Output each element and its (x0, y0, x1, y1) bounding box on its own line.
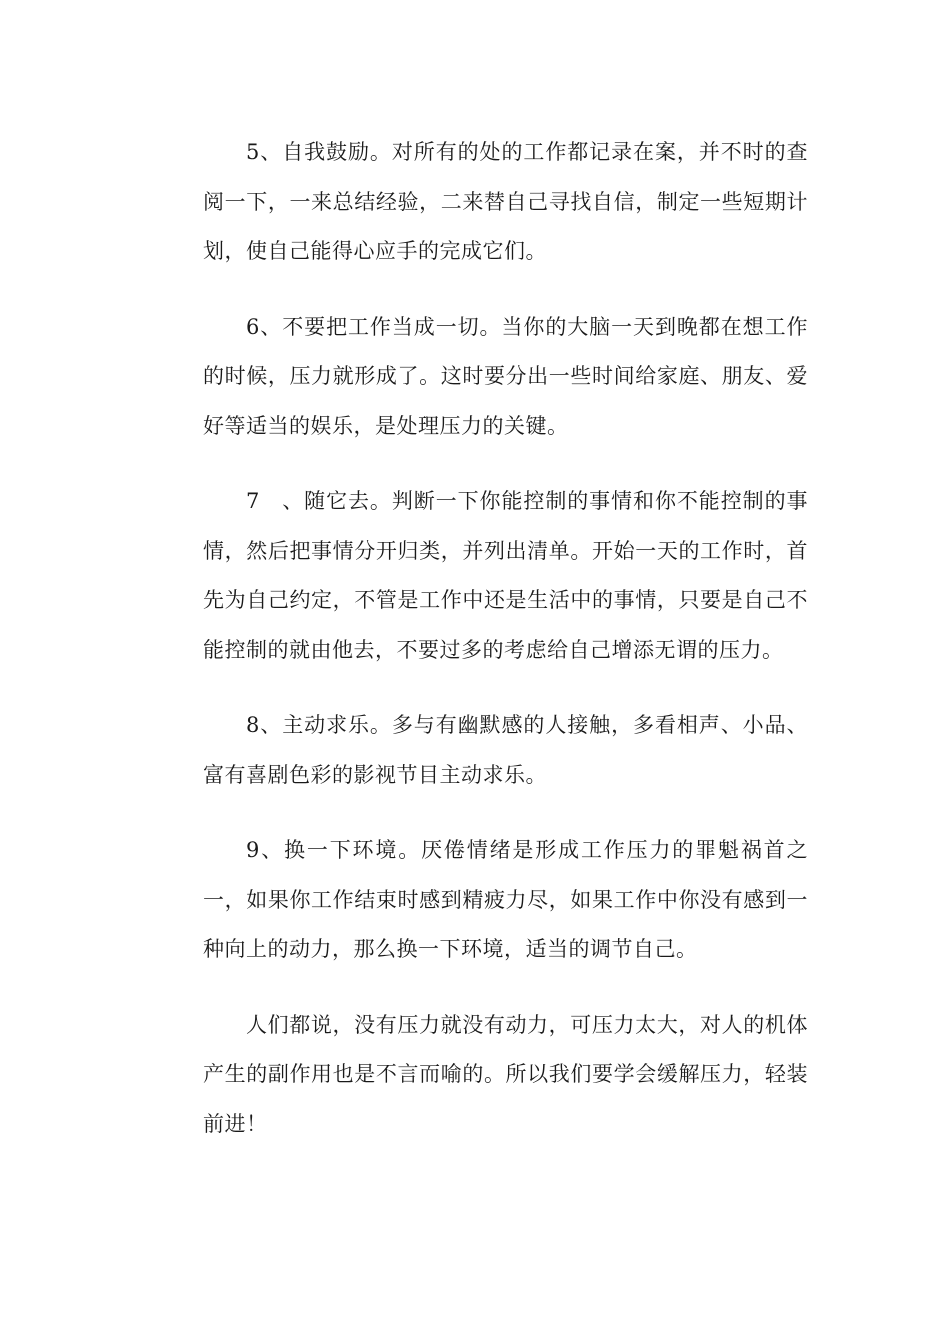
document-body (203, 128, 808, 1175)
paragraph-tip-9: 9、换一下环境。厌倦情绪是形成工作压力的罪魁祸首之一，如果你工作结束时感到精疲力尽，如果工作中你没有感到一种向上的动力，那么换一下环境，适当的调节自己。 (203, 838, 808, 961)
paragraph-tip-8: 8、主动求乐。多与有幽默感的人接触，多看相声、小品、富有喜剧色彩的影视节目主动求乐。 (203, 713, 808, 787)
paragraph-tip-7: 7 、随它去。判断一下你能控制的事情和你不能控制的事情，然后把事情分开归类，并列出清单。开始一天的工作时，首先为自己约定，不管是工作中还是生活中的事情，只要是自己不能控制的就由他去，不要过多的考虑给自己增添无谓的压力。 (203, 489, 808, 662)
paragraph-tip-6: 6、不要把工作当成一切。当你的大脑一天到晚都在想工作的时候，压力就形成了。这时要分出一些时间给家庭、朋友、爱好等适当的娱乐，是处理压力的关键。 (203, 314, 808, 438)
paragraph-tip-5: 5、自我鼓励。对所有的处的工作都记录在案，并不时的查阅一下，一来总结经验，二来替自己寻找自信，制定一些短期计划，使自己能得心应手的完成它们。 (203, 140, 808, 263)
paragraph-conclusion: 人们都说，没有压力就没有动力，可压力太大，对人的机体产生的副作用也是不言而喻的。所以我们要学会缓解压力，轻装前进！ (203, 1012, 808, 1136)
